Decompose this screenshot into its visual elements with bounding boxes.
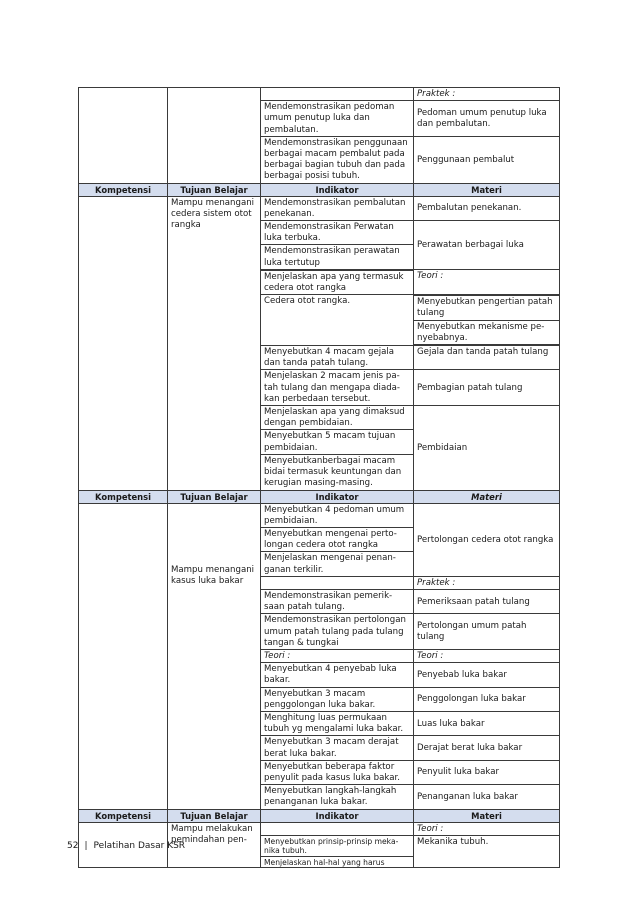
indikator-cell: Mendemonstrasikan pertolongan umum patah tulang pada tulang tangan & tungkai — [261, 614, 414, 650]
indikator-cell: Menyebutkan mengenai perto-longan cedera otot rangka — [261, 527, 414, 551]
header-materi: Materi — [414, 490, 560, 503]
indikator-cell — [261, 576, 414, 589]
materi-cell: Perawatan berbagai luka — [414, 221, 560, 270]
indikator-cell: Menyebutkan 5 macam tujuan pembidaian. — [261, 430, 414, 454]
page-footer — [67, 841, 185, 852]
page-number: 52 — [67, 841, 79, 851]
indikator-cell: Menyebutkan prinsip-prinsip meka-nika tubuh. — [261, 835, 414, 856]
indikator-cell: Menyebutkan beberapa faktor penyulit pada kasus luka bakar. — [261, 760, 414, 784]
indikator-cell: Mendemonstrasikan perawatan luka tertutup — [261, 245, 414, 269]
materi-cell: Pembalutan penekanan. — [414, 196, 560, 220]
indikator-cell: Menyebutkanberbagai macam bidai termasuk keuntungan dan kerugian masing-masing. — [261, 454, 414, 490]
indikator-cell: Mendemonstrasikan pedoman umum penutup luka dan pembalutan. — [261, 101, 414, 137]
footer-title: Pelatihan Dasar KSR — [93, 841, 186, 851]
materi-cell: Teori : — [414, 822, 560, 835]
indikator-cell: Mendemonstrasikan Perwatan luka terbuka. — [261, 221, 414, 245]
materi-cell: Pembidaian — [414, 406, 560, 490]
materi-cell: Praktek : — [414, 88, 560, 101]
indikator-cell: Menyebutkan mekanisme pe-nyebabnya. — [414, 320, 560, 344]
indikator-cell: Menyebutkan langkah-langkah penanganan luka bakar. — [261, 785, 414, 809]
kompetensi-cell — [79, 503, 168, 809]
materi-cell: Teori : — [414, 269, 560, 294]
header-kompetensi: Kompetensi — [79, 183, 168, 196]
materi-cell: Penyebab luka bakar — [414, 663, 560, 687]
indikator-cell: Menghitung luas permukaan tubuh yg mengalami luka bakar. — [261, 711, 414, 735]
indikator-cell: Menyebutkan pengertian patah tulang — [414, 296, 560, 320]
competency-table — [78, 87, 559, 868]
footer-divider: | — [84, 841, 88, 851]
materi-cell: Gejala dan tanda patah tulang — [414, 346, 560, 370]
materi-cell: Pertolongan cedera otot rangka — [414, 503, 560, 576]
kompetensi-cell — [79, 196, 168, 490]
indikator-cell: Menyebutkan 4 penyebab luka bakar. — [261, 663, 414, 687]
materi-cell: Mekanika tubuh. — [414, 835, 560, 868]
materi-cell: Pertolongan umum patah tulang — [414, 614, 560, 650]
materi-cell: Cedera otot rangka. — [261, 295, 414, 346]
table-header-row — [79, 183, 560, 196]
materi-cell: Pembagian patah tulang — [414, 370, 560, 406]
kompetensi-cell — [79, 88, 168, 184]
indikator-cell: Menjelaskan 2 macam jenis pa-tah tulang dan mengapa diada-kan perbedaan tersebut. — [261, 370, 414, 406]
materi-cell: Penyulit luka bakar — [414, 760, 560, 784]
indikator-cell: Mendemonstrasikan pemerik-saan patah tulang. — [261, 589, 414, 613]
tujuan-cell: Mampu melakukan pemindahan pen- — [168, 822, 261, 868]
indikator-cell: Menjelaskan mengenai penan-ganan terkilir. — [261, 552, 414, 576]
header-tujuan: Tujuan Belajar — [168, 490, 261, 503]
indikator-cell: Menyebutkan 4 pedoman umum pembidaian. — [261, 503, 414, 527]
materi-cell: Derajat berat luka bakar — [414, 736, 560, 760]
header-tujuan: Tujuan Belajar — [168, 183, 261, 196]
header-tujuan: Tujuan Belajar — [168, 809, 261, 822]
indikator-cell: Menjelaskan apa yang dimaksud dengan pembidaian. — [261, 406, 414, 430]
indikator-cell: Mendemonstrasikan penggunaan berbagai macam pembalut pada berbagai bagian tubuh dan pada berbagai posisi tubuh. — [261, 136, 414, 183]
header-materi: Materi — [414, 809, 560, 822]
header-kompetensi: Kompetensi — [79, 809, 168, 822]
header-kompetensi: Kompetensi — [79, 490, 168, 503]
indikator-cell: Menjelaskan hal-hal yang harus — [261, 856, 414, 868]
header-indikator: Indikator — [261, 183, 414, 196]
tujuan-text: Mampu menangani kasus luka bakar — [171, 564, 255, 586]
indikator-cell: Menjelaskan apa yang termasuk cedera otot rangka — [261, 270, 414, 294]
indikator-cell — [261, 88, 414, 101]
materi-cell: Pedoman umum penutup luka dan pembalutan. — [414, 101, 560, 137]
materi-cell: Penggunaan pembalut — [414, 136, 560, 183]
materi-cell: Penanganan luka bakar — [414, 785, 560, 809]
indikator-cell: Teori : — [261, 649, 414, 662]
materi-cell: Penggolongan luka bakar — [414, 687, 560, 711]
materi-cell: Praktek : — [414, 576, 560, 589]
tujuan-cell — [168, 88, 261, 184]
indikator-cell: Menyebutkan 3 macam derajat berat luka bakar. — [261, 736, 414, 760]
indikator-cell — [261, 822, 414, 835]
materi-cell: Pemeriksaan patah tulang — [414, 589, 560, 613]
tujuan-cell: Mampu menangani cedera sistem otot rangka — [168, 196, 261, 490]
materi-cell: Teori : — [414, 649, 560, 662]
header-materi: Materi — [414, 183, 560, 196]
indikator-cell: Menyebutkan 3 macam penggolongan luka bakar. — [261, 687, 414, 711]
table-header-row — [79, 809, 560, 822]
header-indikator: Indikator — [261, 490, 414, 503]
materi-cell: Luas luka bakar — [414, 711, 560, 735]
header-indikator: Indikator — [261, 809, 414, 822]
tujuan-cell — [168, 503, 261, 809]
indikator-cell: Menyebutkan 4 macam gejala dan tanda patah tulang. — [261, 346, 414, 370]
table-header-row — [79, 490, 560, 503]
indikator-cell: Mendemonstrasikan pembalutan penekanan. — [261, 196, 414, 220]
